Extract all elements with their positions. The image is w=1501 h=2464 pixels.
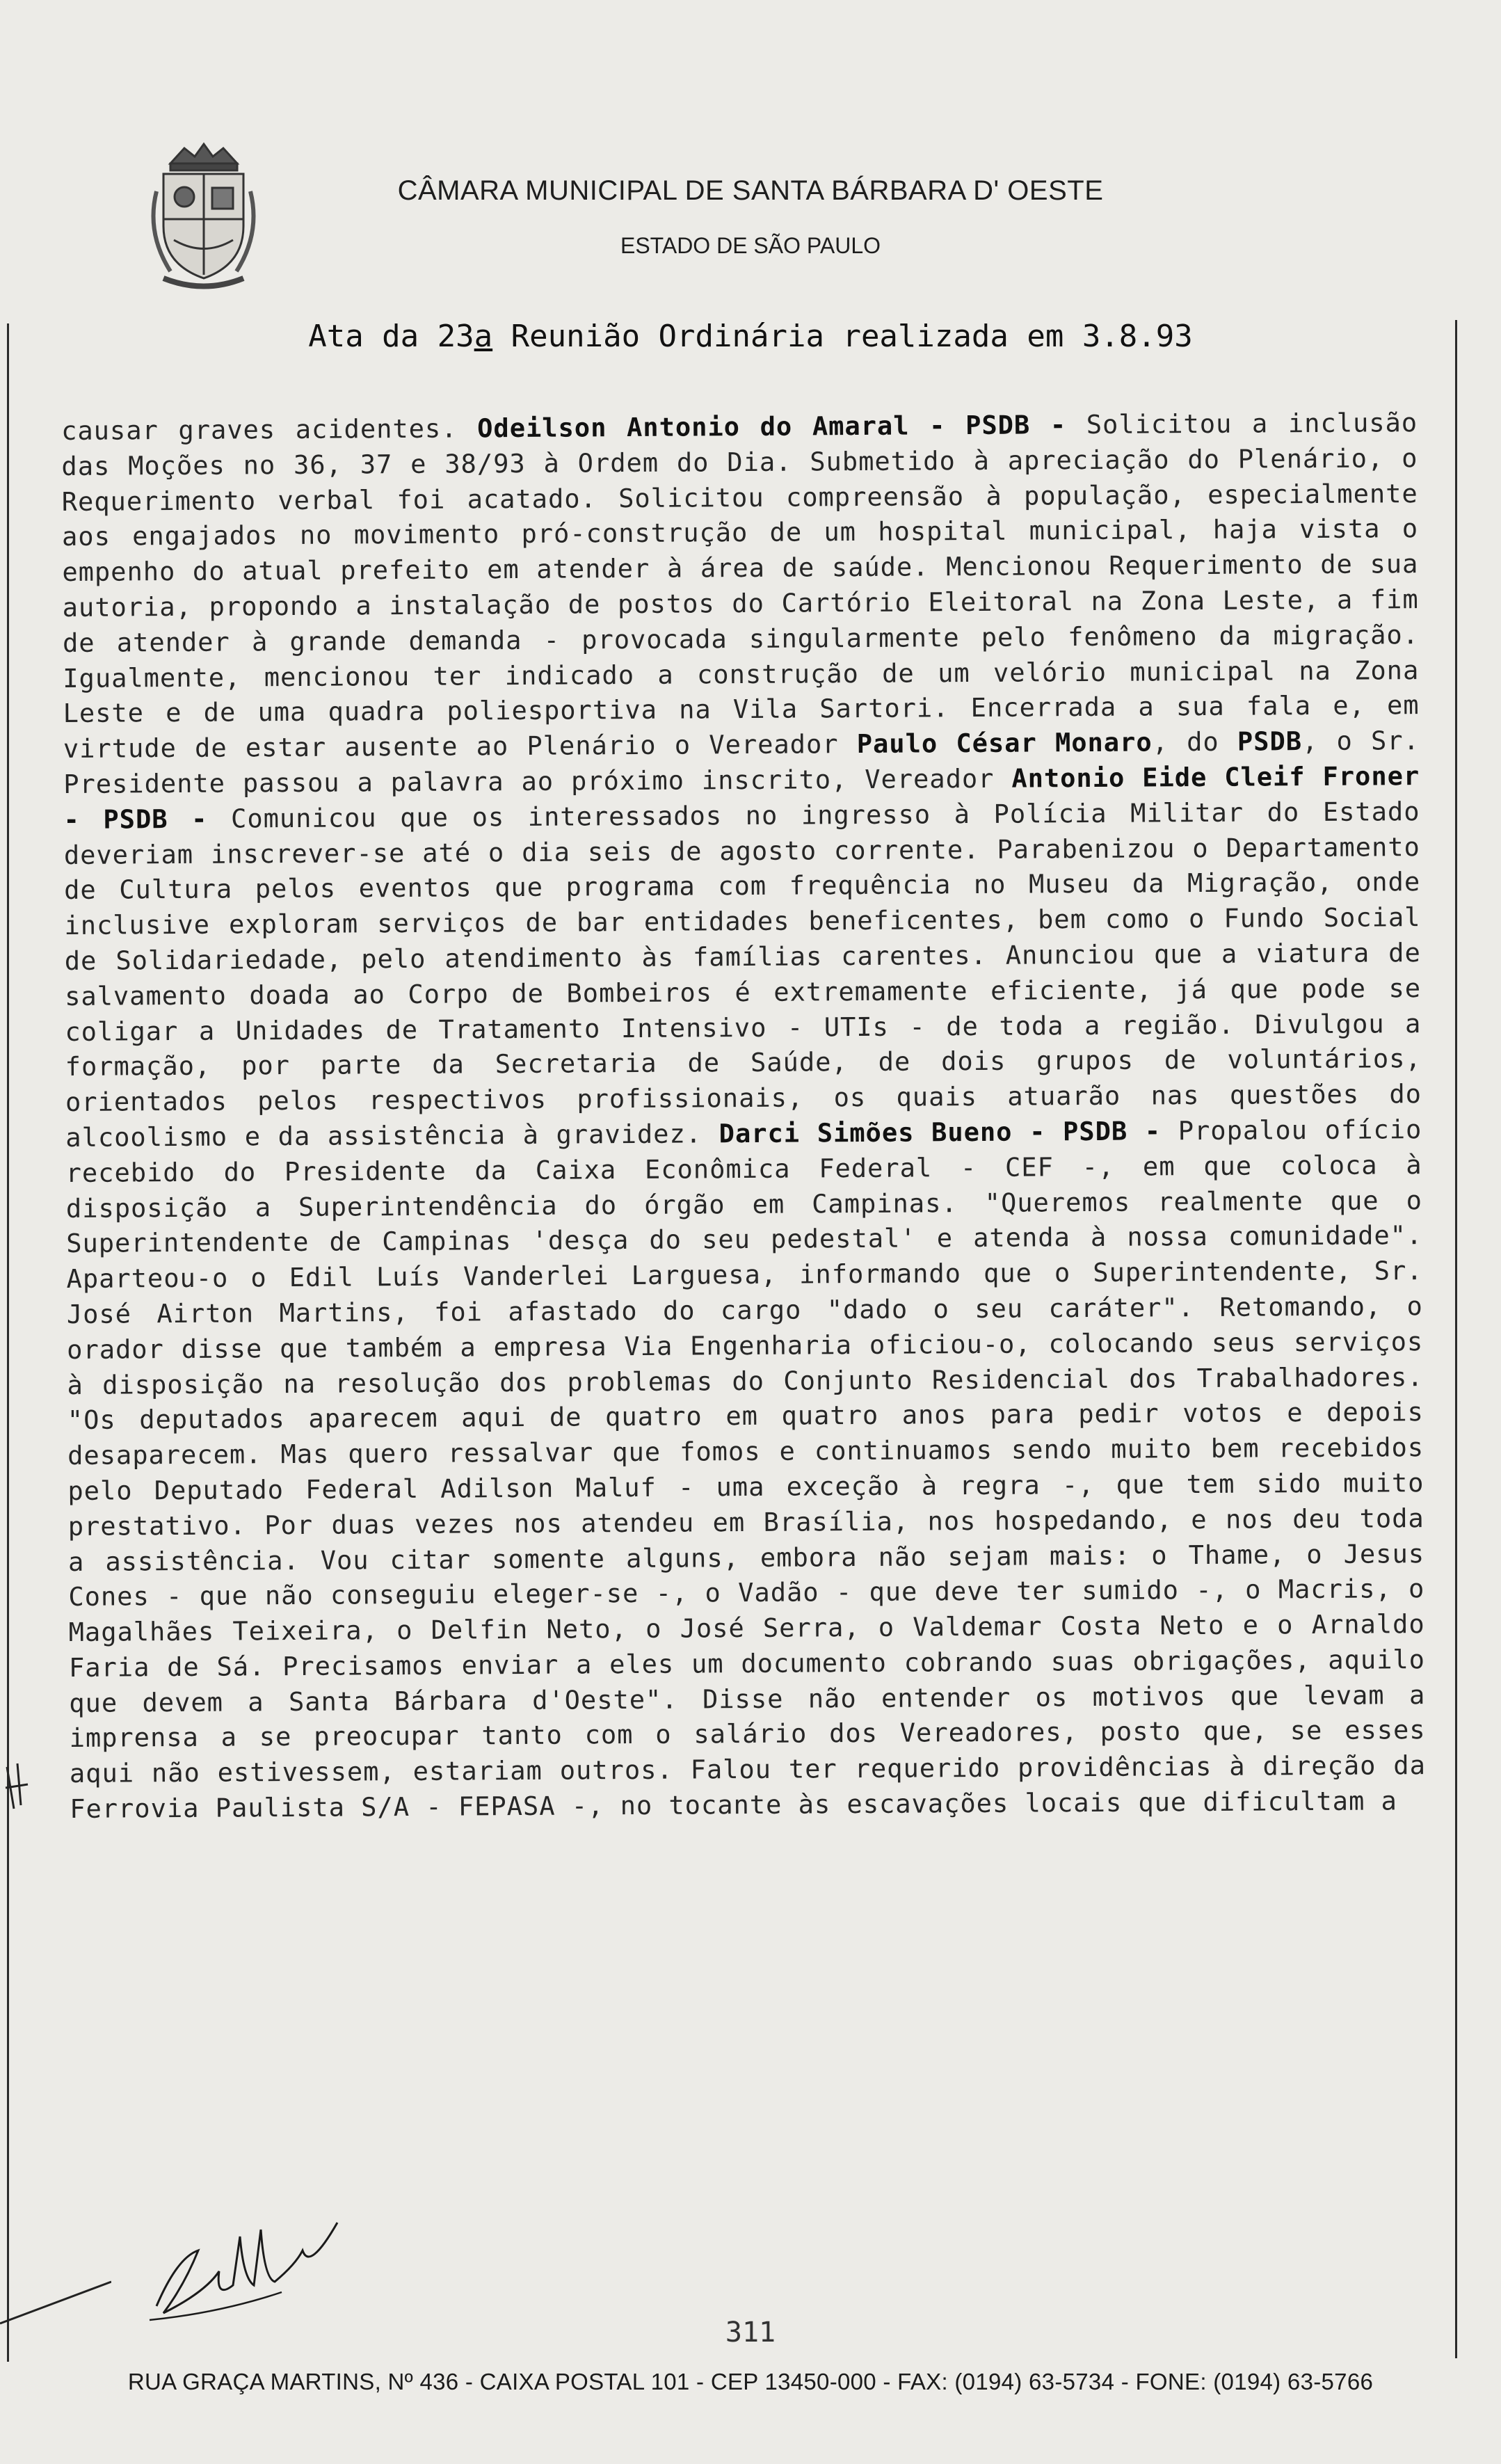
minutes-title-prefix: Ata da 23 [308,319,474,354]
right-margin-rule [1455,320,1457,2358]
body-segment: Solicitou a inclusão das Moções no 36, 37 e 38/93 à Ordem do Dia. Submetido à apreciação do Plenário, o Requerimento verbal foi acatado. Solicitou compreensão à população, especialmente aos engajados no movimento pró-construção de um hospital municipal, haja vista o empenho do atual prefeito em atender à área de saúde. Mencionou Requerimento de sua autoria, propondo a instalação de postos do Cartório Eleitoral na Zona Leste, a fim de atender à grande demanda - provocada singularmente pelo fenômeno da migração. Igualmente, mencionou ter indicado a construção de um velório municipal na Zona Leste e de uma quadra poliesportiva na Vila Sartori. Encerrada a sua fala e, em virtude de estar ausente ao Plenário o Vereador [61,408,1420,765]
minutes-title-ordinal: a [474,319,493,354]
margin-mark-icon [0,1760,42,1816]
body-segment: Comunicou que os interessados no ingresso à Polícia Militar do Estado deveriam inscrever-se até o dia seis de agosto corrente. Parabenizou o Departamento de Cultura pelos eventos que programa com frequência no Museu da Migração, onde inclusive exploram serviços de bar entidades beneficentes, bem como o Fundo Social de Solidariedade, pelo atendimento às famílias carentes. Anunciou que a viatura de salvamento doada ao Corpo de Bombeiros é extremamente eficiente, já que pode se coligar a Unidades de Tratamento Intensivo - UTIs - de toda a região. Divulgou a formação, por parte da Secretaria de Saúde, de dois grupos de voluntários, orientados pelos respectivos profissionais, os quais atuarão nas questões do alcoolismo e da assistência à gravidez. [63,796,1422,1153]
speaker-name: Paulo César Monaro [856,727,1153,760]
address-footer: RUA GRAÇA MARTINS, Nº 436 - CAIXA POSTAL 101 - CEP 13450-000 - FAX: (0194) 63-5734 - FONE: (0194) 63-5766 [127,2369,1374,2394]
handwritten-signature-icon [136,2209,344,2327]
speaker-name: Odeilson Antonio do Amaral - PSDB - [477,410,1067,444]
page-number: 311 [725,2317,776,2349]
minutes-body [61,406,1426,1827]
party-name: PSDB [1237,726,1303,757]
body-segment: causar graves acidentes. [61,413,478,446]
municipal-coat-of-arms-icon [143,136,264,296]
body-segment: Propalou ofício recebido do Presidente da Caixa Econômica Federal - CEF -, em que coloca à disposição a Superintendência do órgão em Campinas. "Queremos realmente que o Superintendente de Campinas 'desça do seu pedestal' e atenda à nossa comunidade". Aparteou-o o Edil Luís Vanderlei Larguesa, informando que o Superintendente, Sr. José Airton Martins, foi afastado do cargo "dado o seu caráter". Retomando, o orador disse que também a empresa Via Engenharia oficiou-o, colocando seus serviços à disposição na resolução dos problemas do Conjunto Residencial dos Trabalhadores. "Os deputados aparecem aqui de quatro em quatro anos para pedir votos e depois desaparecem. Mas quero ressalvar que fomos e continuamos sendo muito bem recebidos pelo Deputado Federal Adilson Maluf - uma exceção à regra -, que tem sido muito prestativo. Por duas vezes nos atendeu em Brasília, nos hospedando, e nos deu toda a assistência. Vou citar somente alguns, embora não sejam mais: o Thame, o Jesus Cones - que não conseguiu eleger-se -, o Vadão - que deve ter sumido -, o Macris, o Magalhães Teixeira, o Delfin Neto, o José Serra, o Valdemar Costa Neto e o Arnaldo Faria de Sá. Precisamos enviar a eles um documento cobrando suas obrigações, aquilo que devem a Santa Bárbara d'Oeste". Disse não entender os motivos que levam a imprensa a se preocupar tanto com o salário dos Vereadores, posto que, se esses aqui não estivessem, estariam outros. Falou ter requerido providências à direção da Ferrovia Paulista S/A - FEPASA -, no tocante às escavações locais que dificultam a [65,1114,1427,1825]
body-segment: , do [1152,726,1238,758]
body-segment: , o Sr. Presidente passou a palavra ao próximo inscrito, Vereador [63,726,1420,799]
left-margin-rule [7,323,9,2362]
institution-state: ESTADO DE SÃO PAULO [620,233,881,258]
minutes-title [0,319,1501,354]
minutes-title-suffix: Reunião Ordinária realizada em 3.8.93 [492,319,1193,354]
speaker-name: Darci Simões Bueno - PSDB - [719,1116,1162,1149]
institution-name: CÂMARA MUNICIPAL DE SANTA BÁRBARA D' OESTE [397,175,1104,206]
speaker-name: Antonio Eide Cleif Froner - PSDB - [63,761,1420,835]
